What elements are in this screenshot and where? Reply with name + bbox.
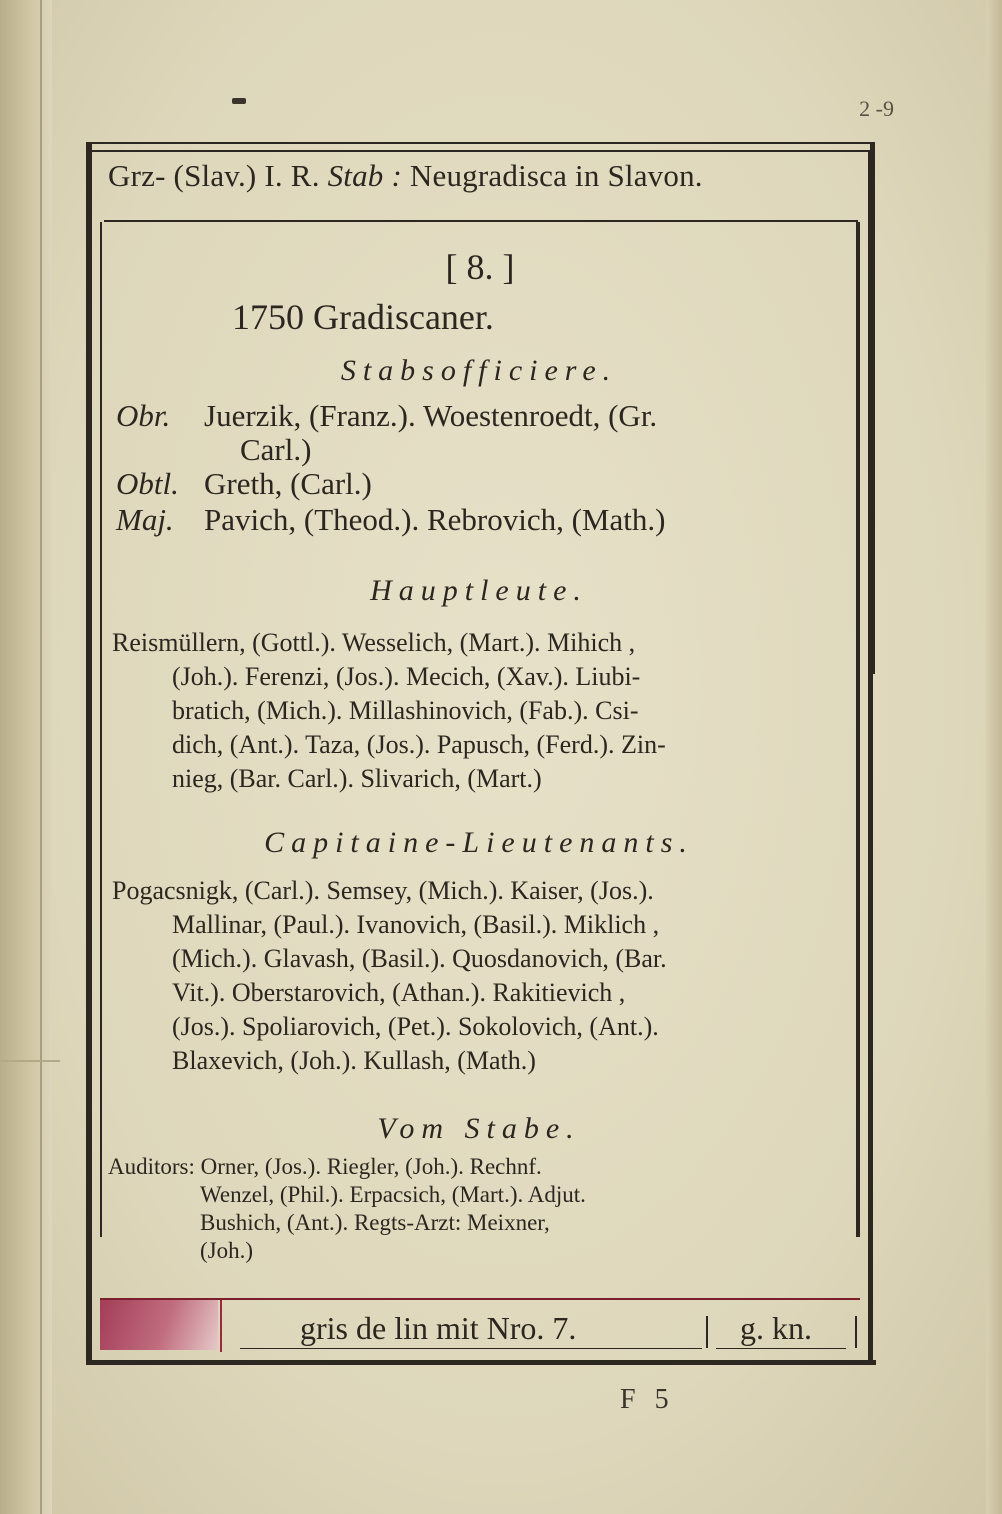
frame-bottom-rule — [86, 1360, 876, 1365]
inner-left-rule — [100, 222, 102, 1237]
officer-row — [116, 466, 372, 502]
ink-mark — [232, 98, 246, 104]
section-title-capitaine-lieutenants: Capitaine-Lieutenants. — [264, 826, 694, 859]
officer-row — [116, 398, 657, 434]
buttons-underline — [716, 1348, 846, 1349]
signature-mark: F 5 — [620, 1384, 675, 1415]
list-line: bratich, (Mich.). Millashinovich, (Fab.). Csi- — [172, 696, 639, 725]
list-line: Reismüllern, (Gottl.). Wesselich, (Mart.). Mihich , — [112, 628, 636, 657]
swatch-divider — [220, 1300, 222, 1352]
list-line: nieg, (Bar. Carl.). Slivarich, (Mart.) — [172, 764, 542, 793]
facing-underline — [240, 1348, 702, 1349]
list-line: Auditors: Orner, (Jos.). Riegler, (Joh.). Rechnf. — [108, 1154, 542, 1179]
uniform-facing: gris de lin mit Nro. 7. — [300, 1310, 577, 1346]
officer-names: Carl.) — [240, 432, 312, 467]
binding-gutter — [0, 0, 52, 1514]
frame-top-rule — [86, 150, 875, 152]
list-line: (Mich.). Glavash, (Basil.). Quosdanovich, (Bar. — [172, 944, 667, 973]
inner-right-rule — [856, 222, 860, 1237]
list-line: Bushich, (Ant.). Regts-Arzt: Meixner, — [200, 1210, 550, 1235]
officer-row — [116, 502, 665, 538]
rank-label: Obr. — [116, 398, 171, 433]
regiment-name: 1750 Gradiscaner. — [232, 297, 494, 337]
fold-line — [0, 1060, 60, 1062]
officer-names: Pavich, (Theod.). Rebrovich, (Math.) — [204, 502, 666, 537]
section-title-stabsofficiere: Stabsofficiere. — [340, 354, 618, 387]
rank-label: Obtl. — [116, 466, 179, 501]
list-line: Wenzel, (Phil.). Erpacsich, (Mart.). Adjut. — [200, 1182, 586, 1207]
officer-names: Greth, (Carl.) — [204, 466, 372, 501]
header-rule — [104, 220, 858, 222]
list-line: Pogacsnigk, (Carl.). Semsey, (Mich.). Kaiser, (Jos.). — [112, 876, 654, 905]
facing-color-swatch — [100, 1300, 218, 1350]
regiment-number: [ 8. ] — [445, 247, 515, 287]
section-title-hauptleute: Hauptleute. — [370, 574, 588, 607]
rank-label: Maj. — [116, 502, 174, 537]
header-stab-label: Stab : — [327, 158, 402, 193]
uniform-buttons: g. kn. — [740, 1310, 812, 1346]
list-line: Mallinar, (Paul.). Ivanovich, (Basil.). Miklich , — [172, 910, 660, 939]
officer-names: Juerzik, (Franz.). Woestenroedt, (Gr. — [204, 398, 658, 433]
frame-right-rule — [868, 150, 873, 1364]
list-line: (Jos.). Spoliarovich, (Pet.). Sokolovich, (Ant.). — [172, 1012, 659, 1041]
list-line: (Joh.). Ferenzi, (Jos.). Mecich, (Xav.). Liubi- — [172, 662, 641, 691]
header-prefix: Grz- (Slav.) I. R. — [108, 158, 328, 193]
list-line: Blaxevich, (Joh.). Kullash, (Math.) — [172, 1046, 536, 1075]
header-location: Neugradisca in Slavon. — [401, 158, 703, 193]
gutter-line — [40, 0, 42, 1514]
list-line: dich, (Ant.). Taza, (Jos.). Papusch, (Ferd.). Zin- — [172, 730, 666, 759]
officer-row — [116, 432, 311, 468]
frame-left-rule — [86, 670, 92, 1364]
regiment-header — [108, 158, 868, 194]
list-line: Vit.). Oberstarovich, (Athan.). Rakitievich , — [172, 978, 626, 1007]
page-edge — [986, 0, 1002, 1514]
strip-divider — [706, 1316, 708, 1348]
section-title-vom-stabe: Vom Stabe. — [377, 1112, 581, 1145]
strip-divider — [855, 1316, 857, 1348]
page-number: 2 -9 — [859, 96, 894, 121]
list-line: (Joh.) — [200, 1238, 254, 1263]
